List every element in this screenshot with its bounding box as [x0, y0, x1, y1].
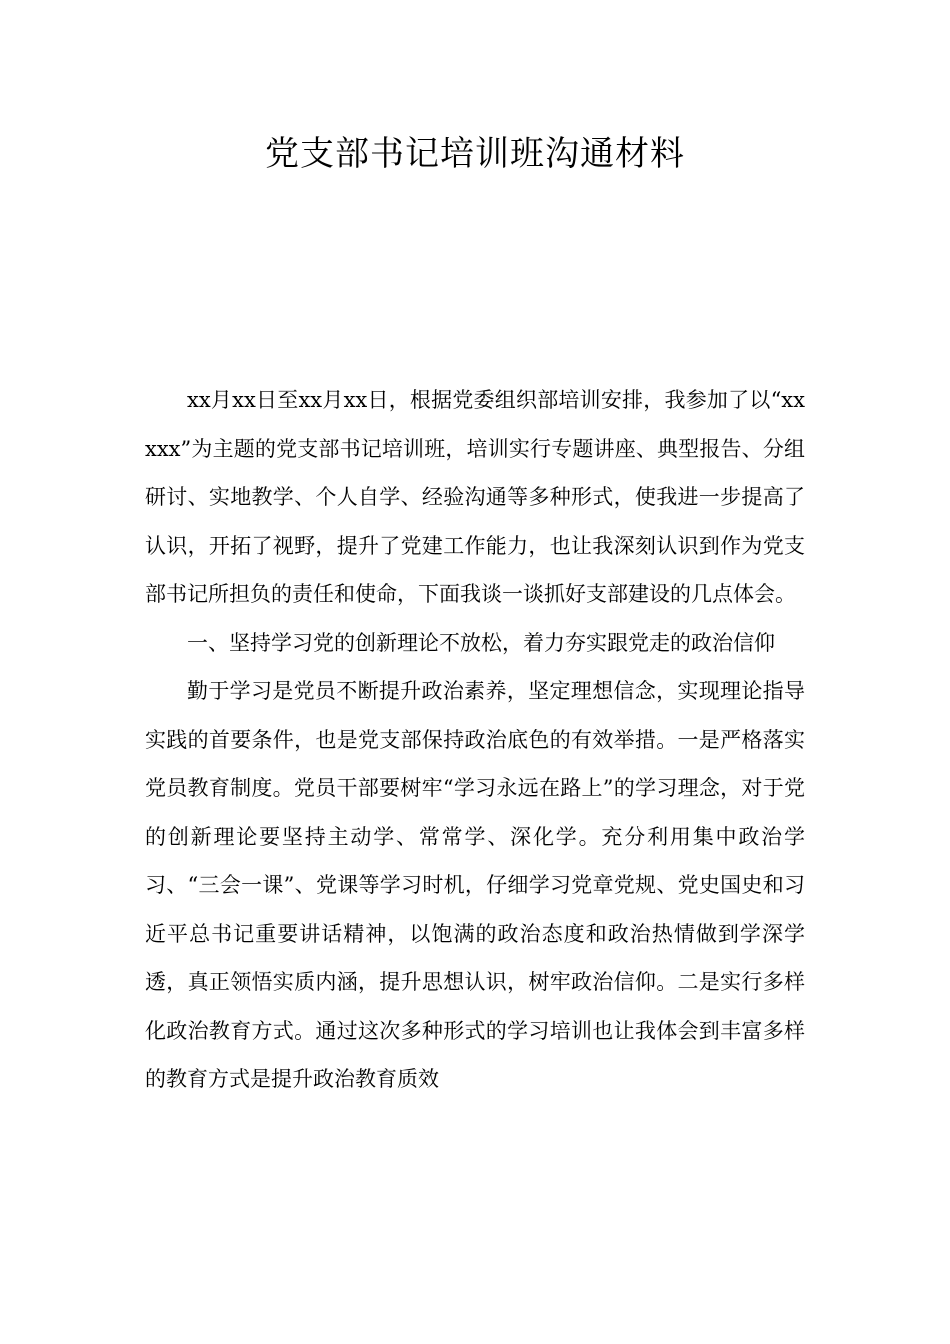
document-title: 党支部书记培训班沟通材料 — [265, 134, 685, 174]
document-body — [145, 376, 805, 1104]
paragraph-study: 勤于学习是党员不断提升政治素养，坚定理想信念，实现理论指导实践的首要条件，也是党支部保持政治底色的有效举措。一是严格落实党员教育制度。党员干部要树牢“学习永远在路上”的学习理念，对于党的创新理论要坚持主动学、常常学、深化学。充分利用集中政治学习、“三会一课”、党课等学习时机，仔细学习党章党规、党史国史和习近平总书记重要讲话精神，以饱满的政治态度和政治热情做到学深学透，真正领悟实质内涵，提升思想认识，树牢政治信仰。二是实行多样化政治教育方式。通过这次多种形式的学习培训也让我体会到丰富多样的教育方式是提升政治教育质效 — [145, 679, 805, 1091]
paragraph-intro: xx月xx日至xx月xx日，根据党委组织部培训安排，我参加了以“xxxxx”为主题的党支部书记培训班，培训实行专题讲座、典型报告、分组研讨、实地教学、个人自学、经验沟通等多种形式，使我进一步提高了认识，开拓了视野，提升了党建工作能力，也让我深刻认识到作为党支部书记所担负的责任和使命，下面我谈一谈抓好支部建设的几点体会。 — [145, 388, 805, 606]
paragraph-section-heading: 一、坚持学习党的创新理论不放松，着力夯实跟党走的政治信仰 — [187, 630, 775, 655]
